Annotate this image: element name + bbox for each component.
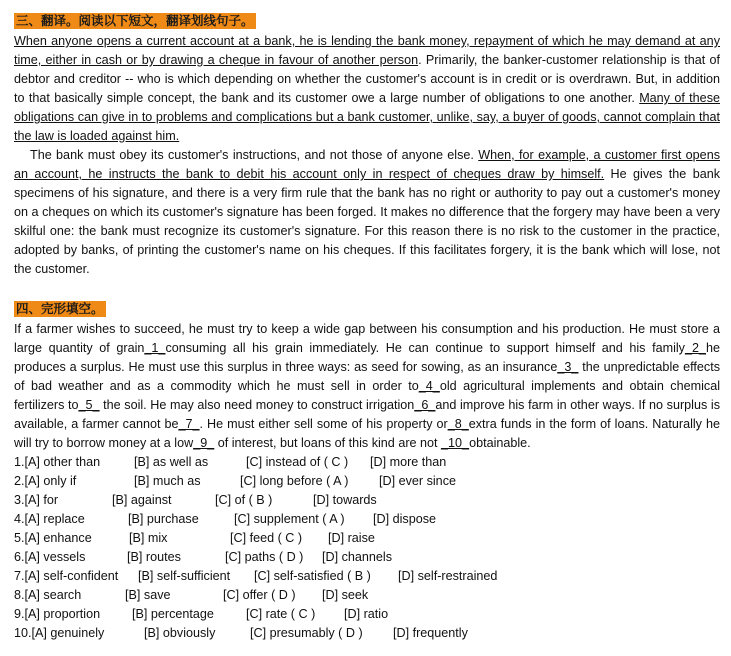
option-b: [B] percentage [132,607,214,621]
option-a: 1.[A] other than [14,455,101,469]
option-d: [D] seek [322,588,369,602]
document-page [14,12,720,643]
translation-paragraph-2 [14,146,720,279]
cloze-text: obtainable. [469,436,531,450]
option-row [14,453,720,472]
sentence-underlined: When, for example, a customer first opens an account, he instructs the bank to debit his account only in respect of cheques draw by himself. [14,148,720,181]
blank: _9_ [193,436,215,450]
sentence-text: He gives the bank specimens of his signature, and there is a very firm rule that the bank has no right or authority to pay out a customer's money on a cheques on which its customer's signature has been forged. It makes no difference that the forgery may have been a very skilful one: the bank must recognize its customer's signature. For this reason there is no risk to the customer in the practice, adopted by banks, of printing the customer's name on his cheques. If this facilitates forgery, it is the bank which will lose, not the customer. [14,167,720,276]
sentence-underlined: Many of these obligations can give in to problems and complications but a bank customer, unlike, say, a buyer of goods, cannot complain that the law is loaded against him. [14,91,720,143]
sentence-text: . Primarily, the banker-customer relationship is that of debtor and creditor -- who is which depending on whether the customer's account is in credit or is overdrawn. But, in addition to that basically simple concept, the bank and its customer owe a large number of obligations to one another. [14,53,720,105]
option-row [14,605,720,624]
blank: _8_ [447,417,469,431]
blank: _1_ [144,341,166,355]
blank: _7_ [178,417,200,431]
option-a: 10.[A] genuinely [14,626,105,640]
option-a: 5.[A] enhance [14,531,92,545]
option-a: 6.[A] vessels [14,550,86,564]
option-b: [B] as well as [134,455,209,469]
option-a: 4.[A] replace [14,512,85,526]
option-a: 8.[A] search [14,588,82,602]
blank: _4_ [418,379,440,393]
option-d: [D] frequently [393,626,468,640]
sentence-underlined: When anyone opens a current account at a bank, he is lending the bank money, repayment of which he may demand at any time, either in cash or by drawing a cheque in favour of another person [14,34,720,67]
option-c: [C] supplement ( A ) [234,512,345,526]
option-row [14,548,720,567]
cloze-text: consuming all his grain immediately. He can continue to support himself and his family [165,341,685,355]
cloze-text: he produces a surplus. He must use this surplus in three ways: as seed for sowing, as an insurance [14,341,720,374]
cloze-text: extra funds in the form of loans. Naturally he will try to borrow money at a low [14,417,720,450]
section-3-heading: 三、翻译。阅读以下短文，翻译划线句子。 [16,13,254,28]
option-d: [D] dispose [373,512,436,526]
option-row [14,510,720,529]
cloze-text: the unpredictable effects of bad weather and as a commodity which he must sell in order to [14,360,720,393]
option-b: [B] self-sufficient [138,569,231,583]
cloze-text: and improve his farm in other ways. If no surplus is available, a farmer cannot be [14,398,720,431]
option-row [14,491,720,510]
option-c: [C] offer ( D ) [223,588,296,602]
option-b: [B] mix [129,531,168,545]
blank: _3_ [557,360,579,374]
option-row [14,567,720,586]
option-d: [D] towards [313,493,377,507]
cloze-text: the soil. He may also need money to construct irrigation [99,398,415,412]
option-c: [C] feed ( C ) [230,531,303,545]
option-b: [B] much as [134,474,201,488]
option-a: 9.[A] proportion [14,607,101,621]
cloze-text: of interest, but loans of this kind are not [214,436,442,450]
option-c: [C] long before ( A ) [240,474,349,488]
option-a: 3.[A] for [14,493,59,507]
cloze-passage [14,320,720,453]
translation-paragraph-1 [14,32,720,146]
option-d: [D] self-restrained [398,569,498,583]
option-c: [C] instead of ( C ) [246,455,349,469]
option-d: [D] raise [328,531,375,545]
option-b: [B] save [125,588,171,602]
option-d: [D] ever since [379,474,456,488]
sentence-text: The bank must obey its customer's instructions, and not those of anyone else. [30,148,479,162]
option-b: [B] obviously [144,626,216,640]
blank: _2_ [684,341,706,355]
option-c: [C] self-satisfied ( B ) [254,569,371,583]
option-c: [C] of ( B ) [215,493,273,507]
option-row [14,472,720,491]
option-row [14,586,720,605]
option-b: [B] routes [127,550,181,564]
option-d: [D] more than [370,455,447,469]
section-gap [14,279,720,300]
blank: _10_ [441,436,470,450]
option-d: [D] channels [322,550,393,564]
blank: _6_ [414,398,436,412]
option-c: [C] presumably ( D ) [250,626,363,640]
cloze-text: If a farmer wishes to succeed, he must try to keep a wide gap between his consumption and his production. He must store a large quantity of grain [14,322,720,355]
option-row [14,624,720,643]
option-b: [B] against [112,493,172,507]
option-b: [B] purchase [128,512,199,526]
cloze-options [14,453,720,643]
section-4-heading: 四、完形填空。 [16,301,104,316]
cloze-text: . He must either sell some of his property or [199,417,448,431]
option-a: 2.[A] only if [14,474,77,488]
cloze-text: old agricultural implements and obtain chemical fertilizers to [14,379,720,412]
option-c: [C] rate ( C ) [246,607,316,621]
option-c: [C] paths ( D ) [225,550,304,564]
option-d: [D] ratio [344,607,389,621]
option-row [14,529,720,548]
blank: _5_ [78,398,100,412]
option-a: 7.[A] self-confident [14,569,119,583]
